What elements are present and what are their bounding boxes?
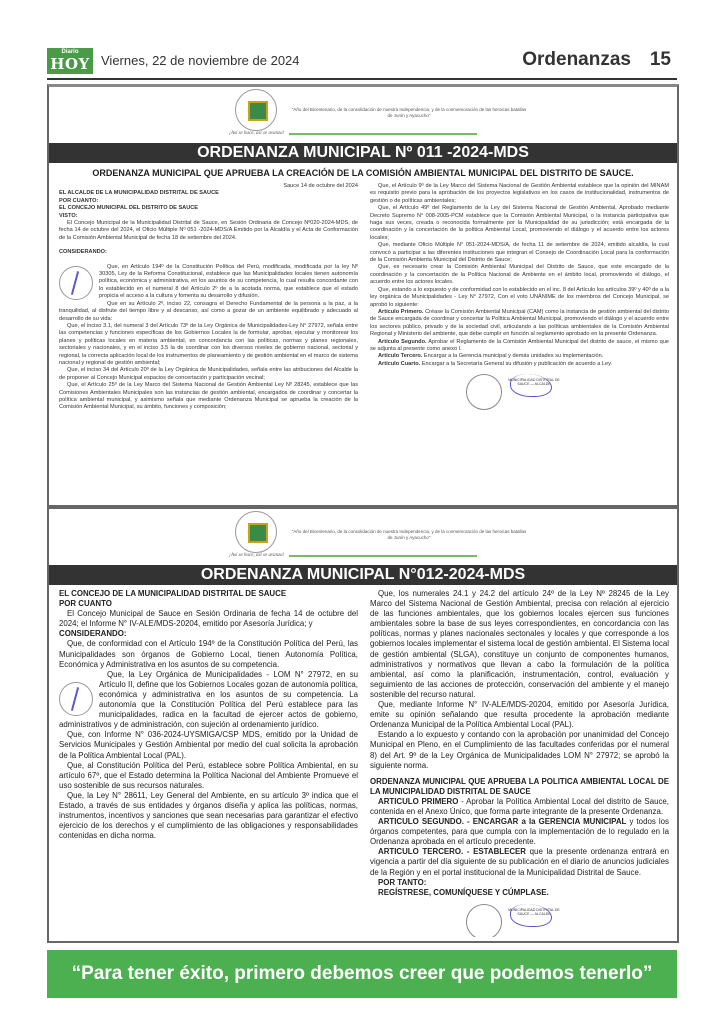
page-number: 15	[649, 49, 671, 70]
heading: POR TANTO:	[378, 877, 427, 887]
article-text: Créase la Comisión Ambiental Municipal (CAM) como la instancia de gestión ambiental del distrito de Sauce encargada de coordinar y concertar la Política Ambiental Municipal, promoviendo el diálogo y el acuerdo entre los sectores público, privado y de la sociedad civil, articulando a las políticas ambientales de la Comisión Ambiental Regional y Ministerio del ambiente, que debe cumplir en función al reglamento aprobado en la presente Ordenanza.	[370, 308, 669, 338]
signature-stamp: MUNICIPALIDAD DISTRITAL DE SAUCE — ALCALDE	[508, 378, 560, 387]
article-label: Artículo Tercero.	[378, 353, 423, 360]
article	[370, 353, 669, 360]
municipal-crest-icon	[235, 89, 277, 131]
paragraph: Que en su Artículo 2º, inciso 22, consagra el Derecho Fundamental de la persona a la paz, a la tranquilidad, al disfrute del tiempo libre y al descanso, así como a gozar de un ambiente equilibrado y adecuado al desarrollo de su vida:	[59, 300, 358, 322]
paragraph: Estando a lo expuesto y contando con la aprobación por unanimidad del Concejo Municipal en Pleno, en el Cumplimiento de las facultades conferidas por el numeral 8) del Art. 9º de la Ley Orgánica de Municipalidades LOM N° 27972; se aprobó la siguiente norma.	[370, 730, 669, 770]
letterhead-divider	[289, 555, 477, 557]
article	[370, 797, 669, 817]
letterhead	[49, 509, 677, 565]
letterhead	[49, 87, 677, 143]
ordinance-title: ORDENANZA MUNICIPAL N°012-2024-MDS	[49, 565, 677, 585]
article-label: Artículo Segundo.	[378, 338, 427, 345]
article-label: ARTICULO PRIMERO	[378, 796, 459, 806]
ordinance-title: ORDENANZA MUNICIPAL Nº 011 -2024-MDS	[49, 143, 677, 163]
bicentenary-text: "Año del Bicentenario, de la consolidación de nuestra Independencia, y de la conmemoración de las heroicas batallas de Junín y Ayacucho"	[291, 529, 527, 540]
signature-stamp: MUNICIPALIDAD DISTRITAL DE SAUCE — ALCALDE	[508, 907, 560, 916]
paragraph: El Concejo Municipal de Sauce en Sesión Ordinaria de fecha 14 de octubre del 2024; el Informe N° IV-ALE/MDS-20204, emitido por Asesoría Jurídica; y	[59, 609, 358, 629]
paragraph: Que, al Constitución Política del Perú, establece sobre Política Ambiental, en su artículo 67º, que el Estado determina la Política Nacional del Ambiente Promueve el uso sostenible de sus recursos naturales.	[59, 760, 358, 790]
heading: REGÍSTRESE, COMUNÍQUESE Y CÚMPLASE.	[378, 887, 549, 897]
paragraph: Que, mediante Informe N° IV-ALE/MDS-20204, emitido por Asesoría Jurídica, emite su opinión señalando que resulta procedente la aprobación mediante Ordenanza Municipal de la Política Ambiental Local (PAL).	[370, 700, 669, 730]
issue-date: Viernes, 22 de noviembre de 2024	[101, 53, 300, 68]
masthead	[47, 48, 677, 76]
article	[370, 847, 669, 877]
municipal-crest-icon	[235, 511, 277, 553]
article	[370, 361, 669, 368]
article	[370, 339, 669, 354]
footer-quote: “Para tener éxito, primero debemos creer que podemos tenerlo”	[47, 950, 677, 998]
section-title: Ordenanzas	[522, 49, 631, 70]
paragraph: Que, el Artículo 25º de la Ley Marco del Sistema Nacional de Gestión Ambiental Ley Nº 28245, establece que las Comisiones Ambientales Municipales son las instancias de gestión ambiental, encargados de coordinar y concertar la política ambiental municipal, y asimismo señala que mediante Ordenanza Municipal se aprueba la creación de la Comisión Ambiental Municipal, su ámbito, funciones y composición;	[59, 382, 358, 411]
paragraph: Que, estando a lo expuesto y de conformidad con lo establecido en el inc. 8 del Artículo los artículos 39º y 40º de a la ley orgánica de Municipalidades - Ley N° 27972, Con el voto UNÁNIME de los miembros del Concejo Municipal, se aprobó lo siguiente:	[370, 286, 669, 308]
official-seal-icon	[466, 374, 502, 410]
article-label: ARTICULO SEGUNDO. - ENCARGAR a la GERENCIA MUNICIPAL	[378, 817, 627, 827]
paragraph: El Concejo Municipal de la Municipalidad Distrital de Sauce, en Sesión Ordinaria de Concejo Nº020-2024-MDS, de fecha 14 de octubre del 2024, el Oficio Múltiple Nº 051 -2024-MDS/A Emitido por la Alcaldía y el Acta de Conformación de la Comisión Ambiental Municipal de fecha 18 de setiembre del 2024.	[59, 220, 358, 241]
official-seal-icon	[466, 904, 502, 937]
article	[370, 817, 669, 847]
article-text: Aprobar el Reglamento de la Comisión Ambiental Municipal del distrito de sauce, el mismo que se adjunta al presente como anexo I.	[370, 338, 669, 352]
seal-icon	[59, 682, 93, 716]
heading: POR CUANTO	[59, 599, 112, 609]
letterhead-motto: ¡Así se hace, así se avanza!	[229, 131, 285, 136]
article-label: Artículo Primero.	[378, 308, 424, 315]
paragraph: Que, el inciso 34 del Artículo 20º de la Ley Orgánica de Municipalidades, señala entre las atribuciones del Alcalde la de proponer al Concejo Municipal espacios de concertación y participación vecinal;	[59, 367, 358, 381]
logo-small-text: Diario	[61, 49, 79, 55]
article	[370, 309, 669, 339]
heading: POR CUANTO:	[59, 197, 99, 204]
paragraph: Que, el inciso 3.1, del numeral 3 del Artículo 73º de la Ley Orgánica de Municipalidades-Ley N° 27972, señala entre las competencias y funciones específicas de los Gobiernos Locales la de formular, aprobar, ejecutar y monitorear los planes y políticas locales en materia ambiental, en concordancia con las políticas, normas y planes regionales, sectoriales y nacionales, y en el inciso 3.5 la de coordinar con los diversos niveles de gobierno nacional, sectorial y regional, la correcta aplicación local de los instrumentos de planeamiento y de gestión ambiental en el marco de sistema nacional y regional de gestión ambiental;	[59, 322, 358, 366]
heading: EL CONCEJO DE LA MUNICIPALIDAD DISTRITAL DE SAUCE	[59, 589, 287, 598]
signature-block	[370, 372, 669, 412]
heading: VISTO:	[59, 212, 78, 219]
article-text: Encargar a la Secretaría General su difusión y publicación de acuerdo a Ley.	[421, 360, 613, 367]
article-text: que la presente ordenanza entrará en vigencia a partir del día siguiente de su publicación en el diario de anuncios judiciales de la Región y en el portal institucional de la Municipalidad Distrital de Sauce.	[370, 847, 669, 877]
heading: EL CONCEJO MUNICIPAL DEL DISTRITO DE SAUCE	[59, 205, 199, 212]
ordinance-011	[47, 84, 679, 507]
ordinance-body	[59, 183, 669, 501]
signature-block	[370, 902, 669, 937]
paragraph: Que, el Artículo 49º del Reglamento de la Ley del Sistema Nacional de Gestión Ambiental, Aprobado mediante Decreto Supremo N° 008-2005-PCM establece que la Comisión Ambiental Municipal, o la instancia participativa que haga sus veces, creada o reconocida formalmente por la Municipalidad de su jurisdicción; está encargada de la coordinación y la concertación de la política Ambiental Local, promoviendo el diálogo y el acuerdo entre los actores locales;	[370, 205, 669, 241]
heading: CONSIDERANDO:	[59, 249, 107, 256]
seal-icon	[59, 266, 93, 300]
article-text: - Aprobar la Política Ambiental Local del distrito de Sauce, contenida en el Anexo Único, que forma parte integrante de la presente Ordenanza.	[370, 796, 669, 816]
heading: CONSIDERANDO:	[59, 629, 127, 639]
article-label: ARTICULO TERCERO. - ESTABLECER	[378, 847, 527, 857]
column-left	[59, 183, 358, 501]
paragraph: Que, en Artículo 194º de la Constitución Política del Perú, modificada, modificada por la ley Nº 30305, Ley de la Reforma Constitucional, establece que las Municipalidades locales tienen autonomía política, económica y administrativa, en los asuntos de su competencia, lo cual resulta concordante con lo establecido en el numeral 8 del Artículo 2º de a la acotada norma, que establece que el estado propicia el acceso a la cultura y fomenta su desarrollo y difusión.	[99, 263, 358, 300]
column-right	[370, 589, 669, 937]
ordinance-subtitle: ORDENANZA MUNICIPAL QUE APRUEBA LA CREACIÓN DE LA COMISIÓN AMBIENTAL MUNICIPAL DEL DISTRITO DE SAUCE.	[92, 168, 634, 178]
paragraph: Que, los numerales 24.1 y 24.2 del artículo 24º de la Ley Nº 28245 de la Ley Marco del Sistema Nacional de Gestión Ambiental, precisa con relación al ejercicio de las funciones ambientales, que los gobiernos locales ejercen sus funciones ambientales sobre la base de sus leyes correspondientes, en concordancia con las políticas, normas y planes nacionales sectonales y locales y que corresponde a los gobiernos locales implementar el sistema local de gestión ambiental. El Sistema local de gestión ambiental (SLGA), constituye un conjunto de componentes humanos, administrativos y normativos que llevan a cabo la formulación de la política ambiental, así como la planificación, instrumentación, control, evaluación y seguimiento de las acciones de protección, conservación del ambiente y el manejo sostenible del recurso natural.	[370, 589, 669, 699]
ordinance-012	[47, 507, 679, 943]
date-line: Sauce 14 de octubre del 2024	[283, 183, 358, 189]
column-right	[370, 183, 669, 501]
bicentenary-text: "Año del Bicentenario, de la consolidación de nuestra Independencia, y de la conmemoración de las heroicas batallas de Junín y Ayacucho"	[291, 107, 527, 118]
paragraph: Que, el Artículo 9º de la Ley Marco del Sistema Nacional de Gestión Ambiental establece que la opinión del MINAM es requisito previo para la aprobación de los proyectos legislativos en los casos de institucionalidad, instrumentos de gestión o de políticas ambientales;	[370, 183, 669, 204]
column-left	[59, 589, 358, 937]
paragraph: Que, es necesario crear la Comisión Ambiental Municipal del Distrito de Sauce, que este encargado de la coordinación y la concertación de la Política Nacional de Ambiente en el ámbito local, promoviendo el diálogo, el acuerdo entre los actores locales.	[370, 264, 669, 286]
ordinance-body	[59, 589, 669, 937]
paragraph: Que, con Informe N° 036-2024-UYSMIGA/CSP MDS, emitido por la Unidad de Servicios Municipales y Gestión Ambiental por medio del cual solicita la aprobación de la Política Ambiental Local (PAL).	[59, 730, 358, 760]
heading: EL ALCALDE DE LA MUNICIPALIDAD DISTRITAL DE SAUCE	[59, 190, 219, 197]
article-text: Encargar a la Gerencia municipal y demás unidades su implementación.	[423, 353, 604, 360]
logo-big-text: HOY	[50, 55, 90, 73]
header-divider	[47, 78, 677, 80]
article-label: Artículo Cuarto.	[378, 360, 421, 367]
heading: ORDENANZA MUNICIPAL QUE APRUEBA LA POLITICA AMBIENTAL LOCAL DE LA MUNICIPALIDAD DISTRITAL DE SAUCE	[370, 776, 669, 796]
paragraph: Que, la Ley N° 28611, Ley General del Ambiente, en su artículo 3º indica que el Estado, a través de sus entidades y órganos diseña y aplica las políticas, normas, instrumentos, incentivos y sanciones que sean necesarias para garantizar el efectivo ejercicio de los derechos y el cumplimiento de las obligaciones y responsabilidades contenidas en dicha norma.	[59, 790, 358, 841]
article-text: y todos los órganos competentes, para que cumpla con la implementación de lo regulado en la Ordenanza aprobada en el artículo precedente.	[370, 817, 669, 847]
paragraph: Que, mediante Oficio Múltiple N° 051-2024-MDS/A, de fecha 11 de setiembre de 2024, emitido alcaldía, la cual convocó a participar a las diferentes instituciones que integran el Consejo de Coordinación Local para la conformación de la Comisión Ambienta Municipal del Distrito de Sauce;	[370, 242, 669, 264]
newspaper-logo	[47, 48, 93, 74]
letterhead-divider	[289, 133, 477, 135]
letterhead-motto: ¡Así se hace, así se avanza!	[229, 553, 285, 558]
paragraph: Que, de conformidad con el Artículo 194º de la Constitución Política del Perú, las Municipalidades son órganos de Gobierno Local, tienen Autonomía Política, Económica y Administrativa en los asuntos de su competencia.	[59, 639, 358, 669]
paragraph: Que, la Ley Orgánica de Municipalidades - LOM N° 27972, en su Artículo II, define que los Gobiernos Locales gozan de autonomía política, económica y administrativa en los asuntos de su competencia. La autonomía que la Constitución Política del Perú establece para las municipalidades, radica en la facultad de ejercer actos de gobierno, administrativos y de administración, con sujeción al ordenamiento jurídico.	[59, 669, 358, 730]
